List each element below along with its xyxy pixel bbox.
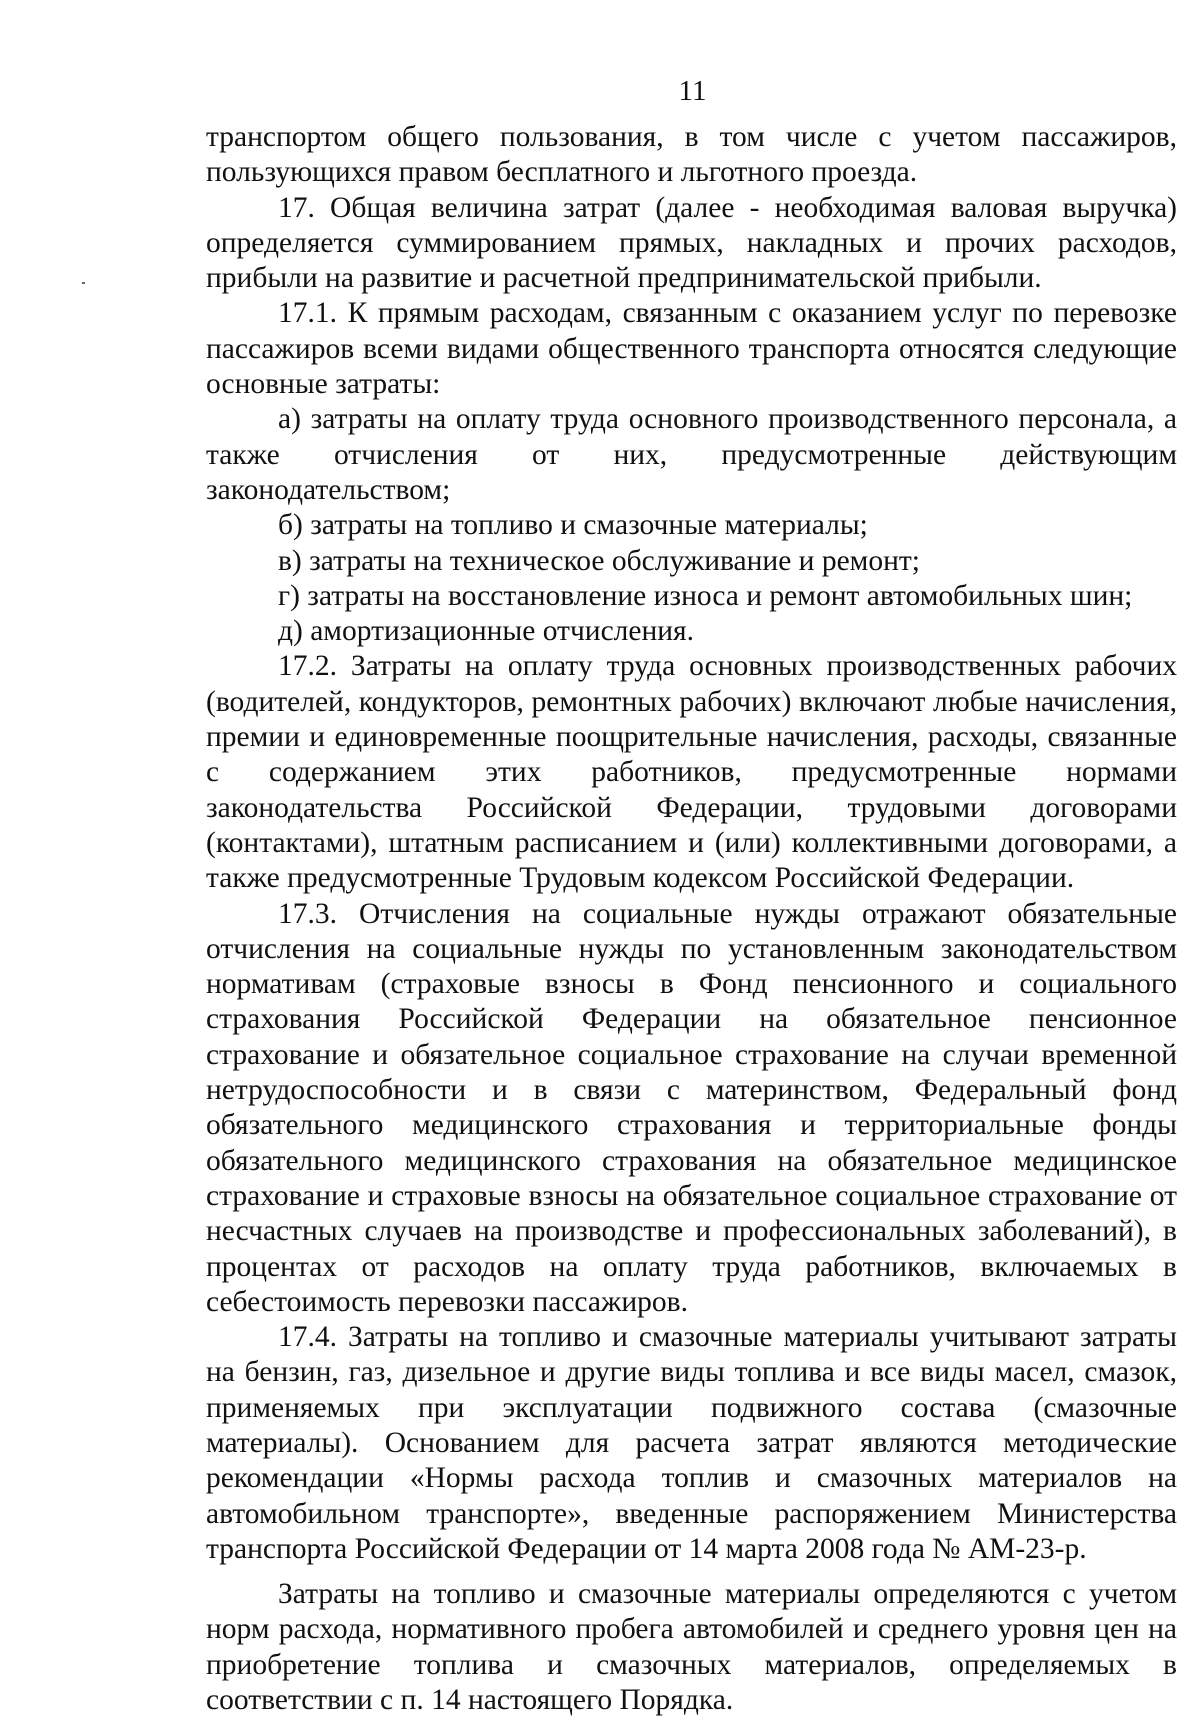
paragraph-17-3: 17.3. Отчисления на социальные нужды отражают обязательные отчисления на социальные нужды по установленным законодательством нормативам (страховые взносы в Фонд пенсионного и социального страхования Российской Федерации на обязательное пенсионное страхование и обязательное социальное страхование на случаи временной нетрудоспособности и в связи с материнством, Федеральный фонд обязательного медицинского страхования и территориальные фонды обязательного медицинского страхования на обязательное медицинское страхование и страховые взносы на обязательное социальное страхование от несчастных случаев на производстве и профессиональных заболеваний), в процентах от расходов на оплату труда работников, включаемых в себестоимость перевозки пассажиров.: [206, 897, 1177, 1318]
list-item-b: б) затраты на топливо и смазочные материалы;: [278, 509, 868, 542]
document-body: [206, 120, 1177, 1718]
paragraph-fuel-costs: Затраты на топливо и смазочные материалы определяются с учетом норм расхода, нормативного пробега автомобилей и среднего уровня цен на приобретение топлива и смазочных материалов, определяемых в соответствии с п. 14 настоящего Порядка.: [206, 1578, 1177, 1717]
paragraph-continuation: транспортом общего пользования, в том числе с учетом пассажиров, пользующихся правом бесплатного и льготного проезда.: [206, 121, 1177, 189]
paragraph-17: 17. Общая величина затрат (далее - необходимая валовая выручка) определяется суммированием прямых, накладных и прочих расходов, прибыли на развитие и расчетной предпринимательской прибыли.: [206, 191, 1177, 295]
paragraph-17-4: 17.4. Затраты на топливо и смазочные материалы учитывают затраты на бензин, газ, дизельное и другие виды топлива и все виды масел, смазок, применяемых при эксплуатации подвижного состава (смазочные материалы). Основанием для расчета затрат являются методические рекомендации «Нормы расхода топлив и смазочных материалов на автомобильном транспорте», введенные распоряжением Министерства транспорта Российской Федерации от 14 марта 2008 года № АМ-23-р.: [206, 1321, 1177, 1565]
list-item-d: д) амортизационные отчисления.: [278, 615, 694, 648]
scan-speck: [82, 282, 85, 284]
list-item-a: а) затраты на оплату труда основного производственного персонала, а также отчисления от них, предусмотренные действующим законодательством;: [206, 403, 1177, 506]
page-number: 11: [678, 75, 707, 107]
list-item-g: г) затраты на восстановление износа и ремонт автомобильных шин;: [278, 579, 1133, 612]
paragraph-17-1: 17.1. К прямым расходам, связанным с оказанием услуг по перевозке пассажиров всеми видами общественного транспорта относятся следующие основные затраты:: [206, 297, 1177, 401]
paragraph-17-2: 17.2. Затраты на оплату труда основных производственных рабочих (водителей, кондукторов, ремонтных рабочих) включают любые начисления, премии и единовременные поощрительные начисления, расходы, связанные с содержанием этих работников, предусмотренные нормами законодательства Российской Федерации, трудовыми договорами (контактами), штатным расписанием и (или) коллективными договорами, а также предусмотренные Трудовым кодексом Российской Федерации.: [206, 650, 1177, 895]
list-item-v: в) затраты на техническое обслуживание и ремонт;: [278, 544, 920, 577]
